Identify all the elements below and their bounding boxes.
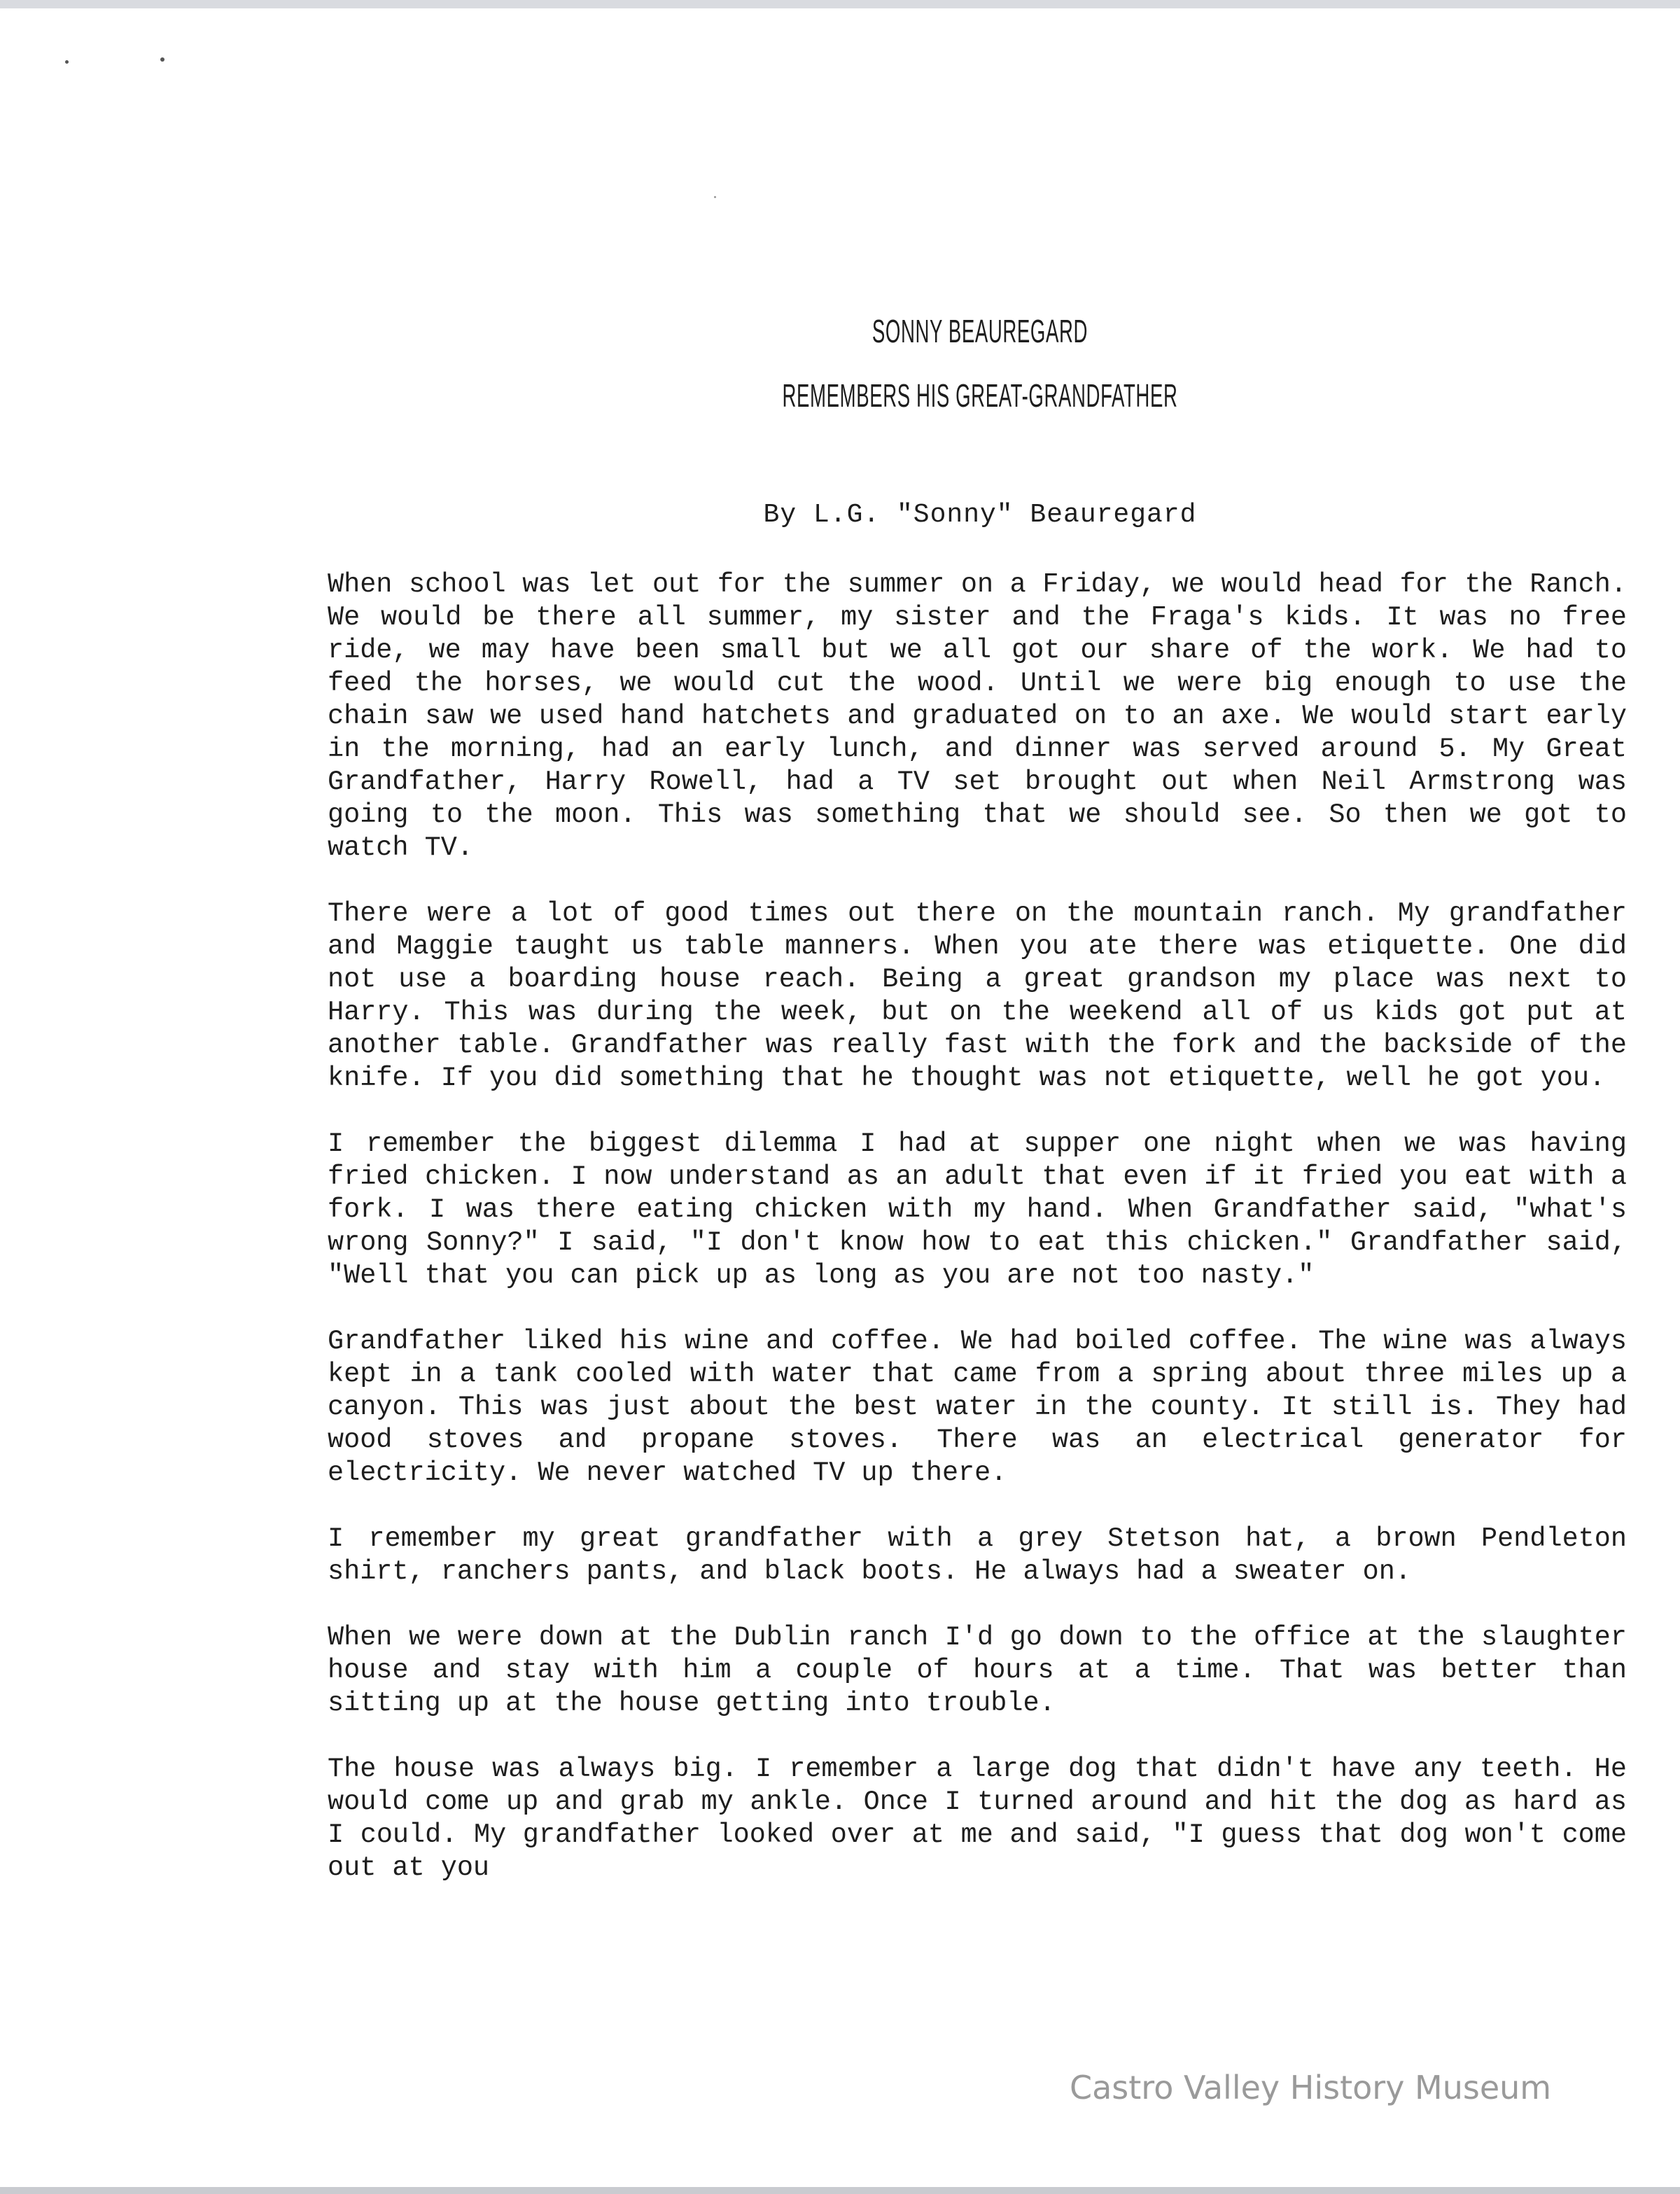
page-title-line1: SONNY BEAUREGARD	[872, 313, 1088, 349]
paragraph: When we were down at the Dublin ranch I'd go down to the office at the slaughter house and stay with him a couple of hours at a time. That was better than sitting up at the house getting into trouble.	[328, 1622, 1627, 1719]
watermark: Castro Valley History Museum	[1070, 2069, 1552, 2106]
scan-speck	[160, 57, 164, 62]
paragraph: I remember my great grandfather with a grey Stetson hat, a brown Pendleton shirt, ranchers pants, and black boots. He always had a sweater on.	[328, 1523, 1627, 1587]
paragraph: The house was always big. I remember a large dog that didn't have any teeth. He would come up and grab my ankle. Once I turned around and hit the dog as hard as I could. My grandfather looked over at me and said, "I guess that dog won't come out at you	[328, 1754, 1627, 1883]
article-body	[328, 568, 1627, 1917]
page-title-line2: REMEMBERS HIS GREAT-GRANDFATHER	[782, 377, 1178, 414]
paragraph: There were a lot of good times out there on the mountain ranch. My grandfather and Maggie taught us table manners. When you ate there was etiquette. One did not use a boarding house reach. Being a great grandson my place was next to Harry. This was during the week, but on the weekend all of us kids got put at another table. Grandfather was really fast with the fork and the backside of the knife. If you did something that he thought was not etiquette, well he got you.	[328, 898, 1627, 1093]
scan-bottom-edge	[0, 2187, 1680, 2194]
scan-speck	[65, 60, 69, 64]
paragraph: I remember the biggest dilemma I had at supper one night when we was having fried chicken. I now understand as an adult that even if it fried you eat with a fork. I was there eating chicken with my hand. When Grandfather said, "what's wrong Sonny?" I said, "I don't know how to eat this chicken." Grandfather said, "Well that you can pick up as long as you are not too nasty."	[328, 1129, 1627, 1291]
paragraph: Grandfather liked his wine and coffee. We had boiled coffee. The wine was always kept in a tank cooled with water that came from a spring about three miles up a canyon. This was just about the best water in the county. It still is. They had wood stoves and propane stoves. There was an electrical generator for electricity. We never watched TV up there.	[328, 1326, 1627, 1488]
paragraph: When school was let out for the summer on a Friday, we would head for the Ranch. We would be there all summer, my sister and the Fraga's kids. It was no free ride, we may have been small but we all got our share of the work. We had to feed the horses, we would cut the wood. Until we were big enough to use the chain saw we used hand hatchets and graduated on to an axe. We would start early in the morning, had an early lunch, and dinner was served around 5. My Great Grandfather, Harry Rowell, had a TV set brought out when Neil Armstrong was going to the moon. This was something that we should see. So then we got to watch TV.	[328, 569, 1627, 863]
scan-speck	[714, 196, 716, 198]
byline: By L.G. "Sonny" Beauregard	[763, 500, 1197, 530]
scan-top-edge	[0, 0, 1680, 8]
